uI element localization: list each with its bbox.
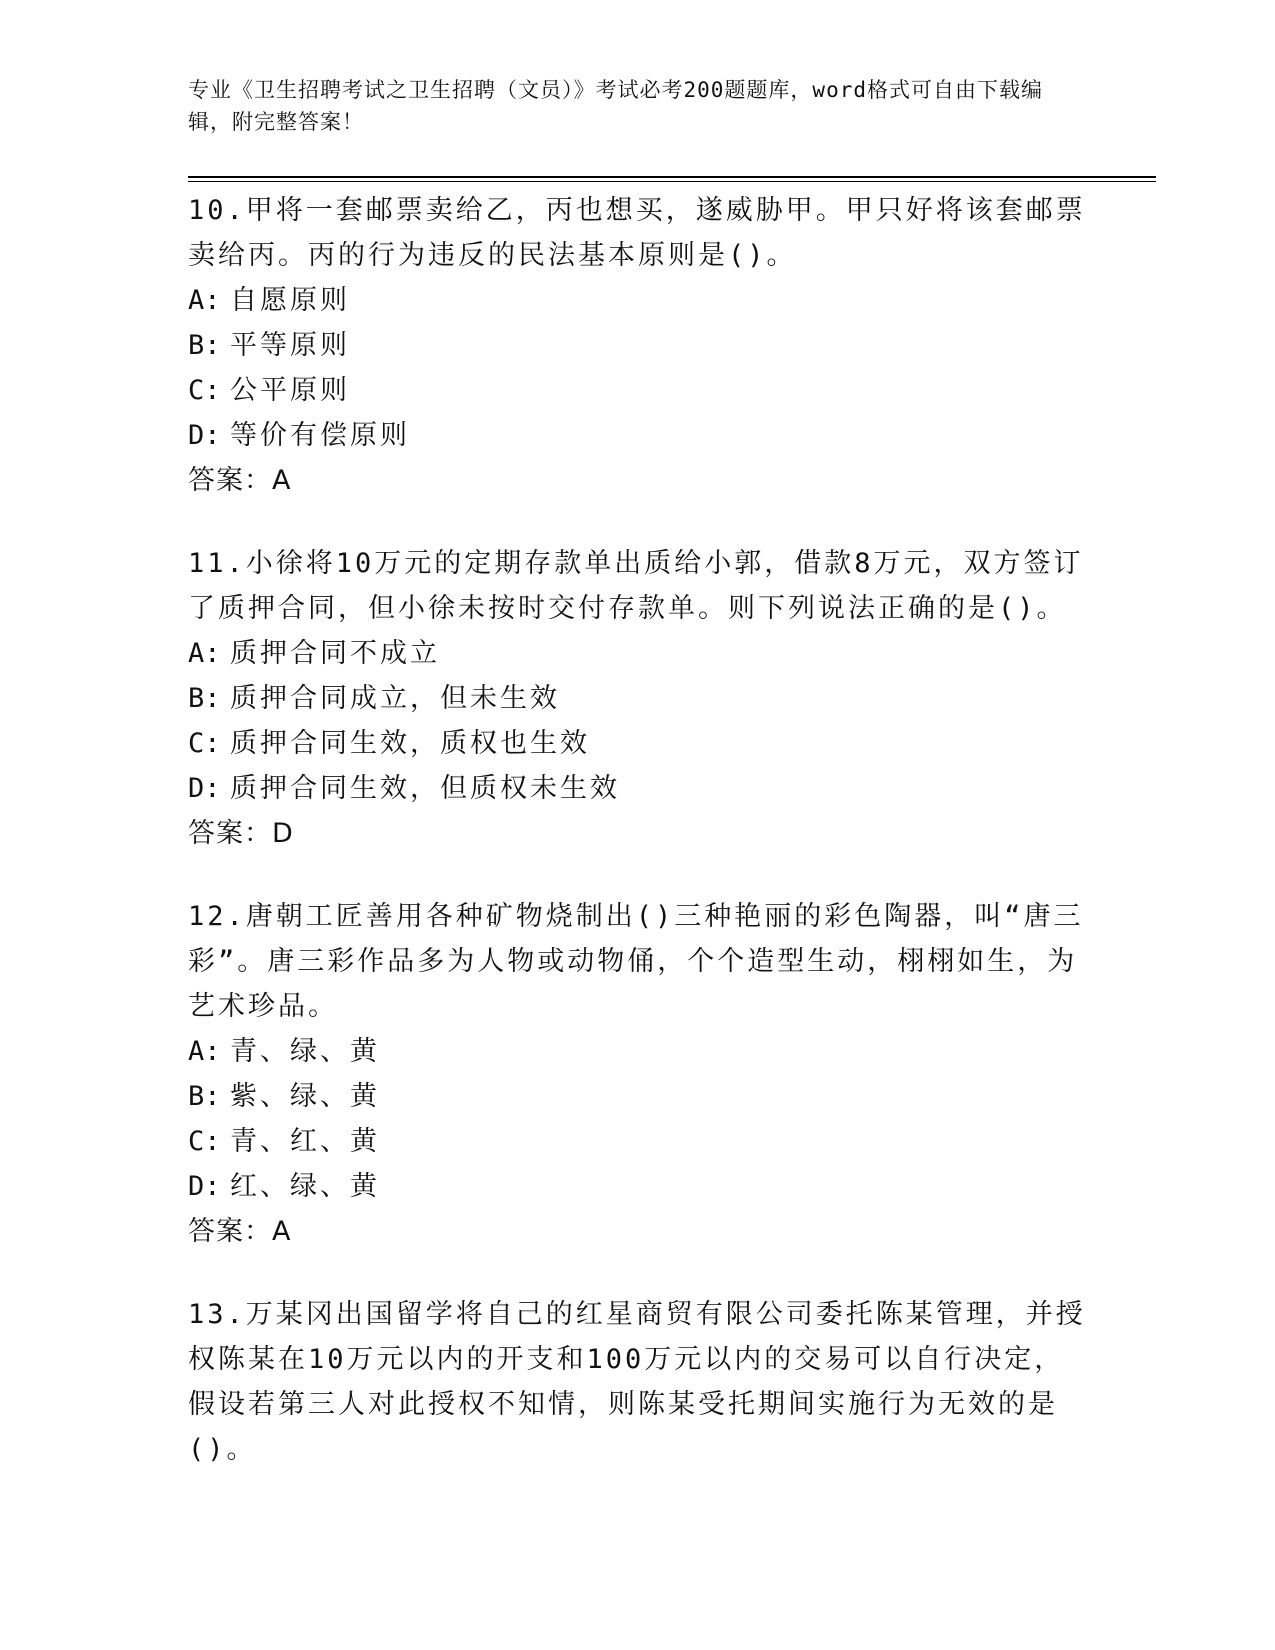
- answer-line: 答案：A: [188, 465, 292, 496]
- option-text: 质押合同成立，但未生效: [230, 683, 560, 714]
- header-divider-thin: [188, 181, 1156, 182]
- option-letter: C:: [188, 375, 221, 406]
- option-c: [188, 368, 1088, 413]
- option-d: [188, 413, 1088, 458]
- question-stem: 12.唐朝工匠善用各种矿物烧制出()三种艳丽的彩色陶器，叫“唐三彩”。唐三彩作品多为人物或动物俑，个个造型生动，栩栩如生，为艺术珍品。: [188, 901, 1084, 1022]
- option-text: 紫、绿、黄: [230, 1081, 380, 1112]
- option-letter: B:: [188, 1081, 221, 1112]
- option-letter: A:: [188, 638, 221, 669]
- option-a: [188, 1029, 1088, 1074]
- option-d: [188, 1164, 1088, 1209]
- option-letter: C:: [188, 1126, 221, 1157]
- option-text: 平等原则: [230, 330, 350, 361]
- option-b: [188, 323, 1088, 368]
- option-letter: B:: [188, 330, 221, 361]
- document-header: 专业《卫生招聘考试之卫生招聘（文员）》考试必考200题题库，word格式可自由下载编辑，附完整答案！: [188, 78, 1043, 134]
- option-text: 公平原则: [230, 375, 350, 406]
- option-text: 质押合同不成立: [230, 638, 440, 669]
- header-divider-thick: [188, 176, 1156, 178]
- question-list: [188, 188, 1088, 1510]
- option-text: 青、绿、黄: [230, 1036, 380, 1067]
- option-text: 自愿原则: [230, 285, 350, 316]
- option-letter: D:: [188, 773, 221, 804]
- option-letter: D:: [188, 1171, 221, 1202]
- option-a: [188, 631, 1088, 676]
- option-d: [188, 766, 1088, 811]
- option-text: 质押合同生效，但质权未生效: [230, 773, 620, 804]
- question-13: [188, 1292, 1088, 1472]
- option-letter: A:: [188, 1036, 221, 1067]
- option-letter: B:: [188, 683, 221, 714]
- question-stem: 10.甲将一套邮票卖给乙，丙也想买，遂威胁甲。甲只好将该套邮票卖给丙。丙的行为违反的民法基本原则是()。: [188, 195, 1086, 271]
- question-stem: 11.小徐将10万元的定期存款单出质给小郭，借款8万元，双方签订了质押合同，但小徐未按时交付存款单。则下列说法正确的是()。: [188, 548, 1084, 624]
- option-text: 质押合同生效，质权也生效: [230, 728, 590, 759]
- option-letter: D:: [188, 420, 221, 451]
- question-11: [188, 541, 1088, 856]
- option-text: 等价有偿原则: [230, 420, 410, 451]
- answer-line: 答案：A: [188, 1216, 292, 1247]
- question-12: [188, 894, 1088, 1254]
- answer-line: 答案：D: [188, 818, 294, 849]
- question-10: [188, 188, 1088, 503]
- option-letter: A:: [188, 285, 221, 316]
- option-b: [188, 1074, 1088, 1119]
- option-letter: C:: [188, 728, 221, 759]
- option-a: [188, 278, 1088, 323]
- option-c: [188, 721, 1088, 766]
- question-stem: 13.万某冈出国留学将自己的红星商贸有限公司委托陈某管理，并授权陈某在10万元以内的开支和100万元以内的交易可以自行决定，假设若第三人对此授权不知情，则陈某受托期间实施行为无效的是()。: [188, 1299, 1086, 1465]
- option-text: 青、红、黄: [230, 1126, 380, 1157]
- option-c: [188, 1119, 1088, 1164]
- option-text: 红、绿、黄: [230, 1171, 380, 1202]
- option-b: [188, 676, 1088, 721]
